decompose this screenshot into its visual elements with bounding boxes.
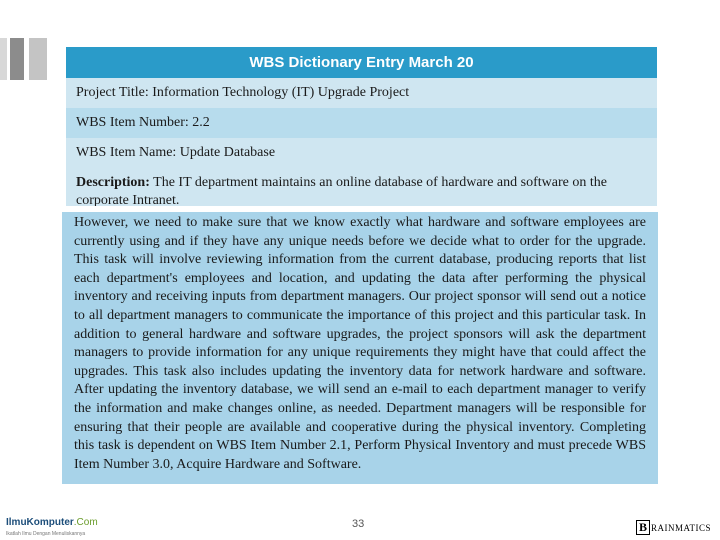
decor-bar — [10, 38, 24, 80]
logo-wordmark: RAINMATICS — [651, 522, 712, 533]
description-body: However, we need to make sure that we know exactly what hardware and software employees are currently using and if they have any unique needs before we decide what to order for the upgrade. This task will involve reviewing information from the current database, producing reports that list each department's employees and location, and updating the data after performing the physical inventory and receiving inputs from department managers. Our project sponsor will send out a notice to all department managers to communicate the importance of this project and this particular task. In addition to general hardware and software upgrades, the project sponsors will ask the department managers to provide information for any unique requirements they might have that could affect the upgrades. This task also includes updating the inventory data for network hardware and software. After updating the inventory database, we will send an e-mail to each department manager to verify the information and make changes online, as needed. Department managers will be responsible for ensuring that their people are available and cooperative during the physical inventory. Completing this task is dependent on WBS Item Number 2.1, Perform Physical Inventory and must precede WBS Item Number 3.0, Acquire Hardware and Software. — [62, 212, 658, 484]
logo-box-letter: B — [636, 520, 650, 535]
page-number: 33 — [352, 518, 365, 530]
project-title-row: Project Title: Information Technology (IT) Upgrade Project — [66, 78, 657, 108]
decor-bar — [29, 38, 47, 80]
slide-corner-decoration — [0, 38, 48, 80]
logo-domain-text: .Com — [73, 517, 98, 528]
description-label: Description: — [76, 175, 150, 190]
decor-bar — [0, 38, 7, 80]
logo-tagline: Ikatlah Ilmu Dengan Menuliskannya — [6, 531, 86, 537]
description-first-lines: The IT department maintains an online database of hardware and software on the corporate Intranet. — [76, 175, 607, 206]
wbs-dictionary-card — [66, 47, 657, 206]
description-header — [66, 168, 657, 206]
item-name-row: WBS Item Name: Update Database — [66, 138, 657, 168]
item-number-row: WBS Item Number: 2.2 — [66, 108, 657, 138]
card-title: WBS Dictionary Entry March 20 — [66, 47, 657, 78]
ilmukomputer-logo — [6, 518, 98, 539]
logo-main-text: IlmuKomputer — [6, 517, 74, 528]
brainmatics-logo — [636, 520, 711, 535]
